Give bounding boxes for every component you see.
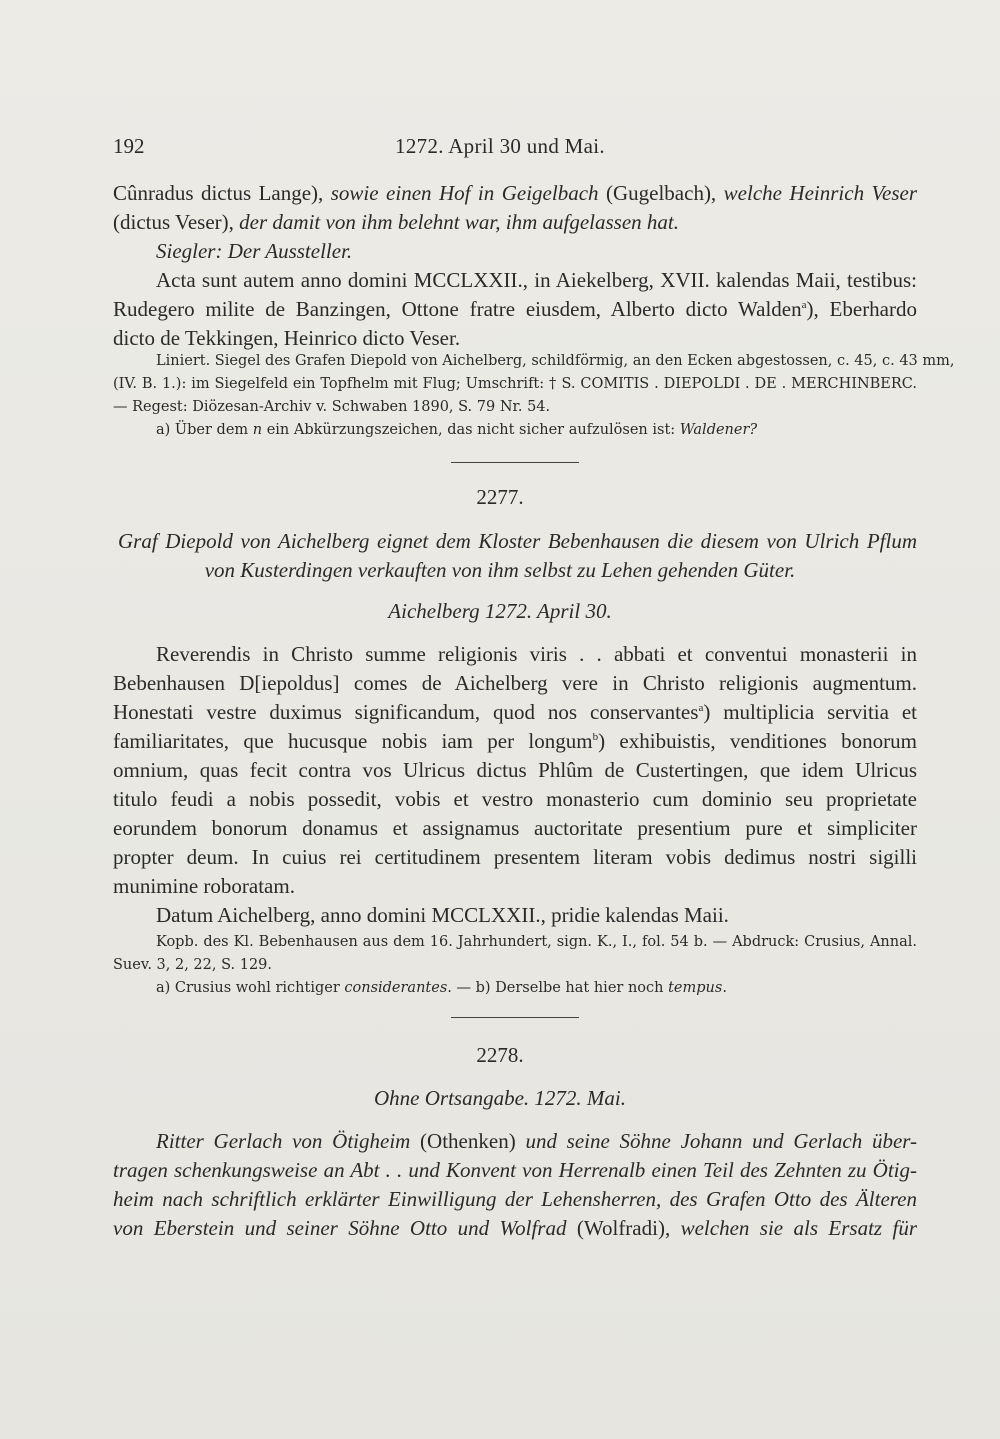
note-line: — Regest: Diözesan-Archiv v. Schwaben 1890, S. 79 Nr. 54. <box>113 399 551 415</box>
footnote: a) Über dem n ein Abkürzungszeichen, das nicht sicher aufzulösen ist: Waldener? <box>156 422 758 438</box>
text-line: Reverendis in Christo summe religionis viris . . abbati et conventui monasterii in <box>156 642 917 666</box>
text-line: Acta sunt autem anno domini MCCLXXII., in Aiekelberg, XVII. kalendas Maii, testibus: <box>156 268 917 292</box>
note-line: Liniert. Siegel des Grafen Diepold von Aichelberg, schildförmig, an den Ecken abgestossen, c. 45, c. 43 mm, <box>156 353 955 369</box>
text-line: omnium, quas fecit contra vos Ulricus dictus Phlûm de Custertingen, que idem Ulricus <box>113 758 917 782</box>
section-divider <box>451 462 579 463</box>
summary-line: Graf Diepold von Aichelberg eignet dem Kloster Bebenhausen die diesem von Ulrich Pflum <box>118 529 917 553</box>
running-title: 1272. April 30 und Mai. <box>395 134 605 158</box>
document-number: 2277. <box>476 485 524 509</box>
summary-line: von Eberstein und seiner Söhne Otto und Wolfrad (Wolfradi), welchen sie als Ersatz für <box>113 1216 917 1240</box>
text-line: Datum Aichelberg, anno domini MCCLXXII., pridie kalendas Maii. <box>156 903 729 927</box>
note-line: Kopb. des Kl. Bebenhausen aus dem 16. Jahrhundert, sign. K., I., fol. 54 b. — Abdruck: Crusius, Annal. <box>156 934 917 950</box>
note-line: (IV. B. 1.): im Siegelfeld ein Topfhelm mit Flug; Umschrift: † S. COMITIS . DIEPOLDI . DE . MERCHINBERC. <box>113 376 917 392</box>
dateline: Ohne Ortsangabe. 1272. Mai. <box>374 1086 626 1110</box>
document-number: 2278. <box>476 1043 524 1067</box>
siegler-line: Siegler: Der Aussteller. <box>156 239 353 263</box>
summary-line: tragen schenkungsweise an Abt . . und Konvent von Herrenalb einen Teil des Zehnten zu Ötig- <box>113 1158 917 1182</box>
page-number: 192 <box>113 134 145 158</box>
summary-line: heim nach schriftlich erklärter Einwilligung der Lehensherren, des Grafen Otto des Älteren <box>113 1187 917 1211</box>
text-line: familiaritates, que hucusque nobis iam per longum$^b$) exhibuistis, venditiones bonorum <box>113 729 917 753</box>
text-line: dicto de Tekkingen, Heinrico dicto Veser. <box>113 326 461 350</box>
text-line: (dictus Veser), der damit von ihm belehnt war, ihm aufgelassen hat. <box>113 210 679 234</box>
dateline: Aichelberg 1272. April 30. <box>388 599 612 623</box>
text-line: Rudegero milite de Banzingen, Ottone fratre eiusdem, Alberto dicto Walden$^a$), Eberhardo <box>113 297 917 321</box>
text-line: propter deum. In cuius rei certitudinem presentem literam vobis dedimus nostri sigilli <box>113 845 917 869</box>
summary-line: von Kusterdingen verkauften von ihm selbst zu Lehen gehenden Güter. <box>204 558 796 582</box>
text-line: munimine roboratam. <box>113 874 295 898</box>
text-line: Honestati vestre duximus significandum, quod nos conservantes$^a$) multiplicia servitia et <box>113 700 917 724</box>
text-line: Cûnradus dictus Lange), sowie einen Hof in Geigelbach (Gugelbach), welche Heinrich Veser <box>113 181 918 205</box>
text-line: titulo feudi a nobis possedit, vobis et vestro monasterio cum dominio seu proprietate <box>113 787 917 811</box>
footnote: a) Crusius wohl richtiger considerantes. — b) Derselbe hat hier noch tempus. <box>156 980 727 996</box>
text-line: Bebenhausen D[iepoldus] comes de Aichelberg vere in Christo religionis augmentum. <box>113 671 917 695</box>
section-divider <box>451 1017 579 1018</box>
summary-line: Ritter Gerlach von Ötigheim (Othenken) und seine Söhne Johann und Gerlach über- <box>156 1129 918 1153</box>
note-line: Suev. 3, 2, 22, S. 129. <box>113 957 273 973</box>
text-line: eorundem bonorum donamus et assignamus auctoritate presentium pure et simpliciter <box>113 816 917 840</box>
